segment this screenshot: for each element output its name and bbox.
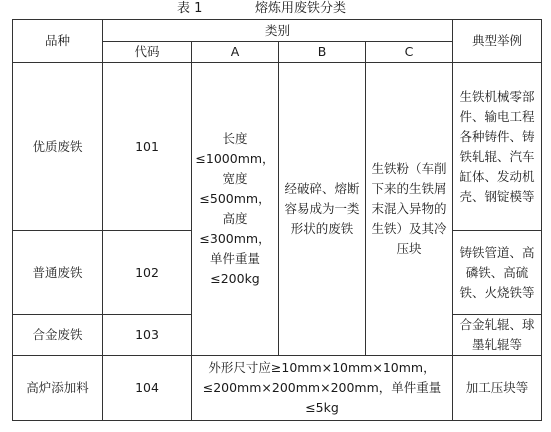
class-b-description: 经破碎、熔断容易成为一类形状的废铁: [279, 63, 366, 356]
row-code: 101: [103, 63, 192, 231]
row-name: 普通废铁: [13, 231, 103, 315]
row-example: 铸铁管道、高磷铁、高硫铁、火烧铁等: [453, 231, 542, 315]
header-class-b: B: [279, 42, 366, 63]
table-row: [13, 356, 542, 421]
table-row: [13, 63, 542, 231]
header-variety: 品种: [13, 20, 103, 63]
scrap-iron-classification-table: [12, 19, 542, 421]
row-spec-description: 外形尺寸应≥10mm×10mm×10mm，≤200mm×200mm×200mm，单件重量≤5kg: [192, 356, 453, 421]
header-category: 类别: [103, 20, 453, 42]
row-name: 合金废铁: [13, 315, 103, 356]
class-a-description: 长度≤1000mm，宽度≤500mm，高度≤300mm，单件重量≤200kg: [192, 63, 279, 356]
row-name: 高炉添加料: [13, 356, 103, 421]
table-number: 表 1: [177, 1, 203, 16]
header-row-1: [13, 20, 542, 42]
table-title: 熔炼用废铁分类: [255, 1, 347, 16]
row-code: 103: [103, 315, 192, 356]
header-class-c: C: [366, 42, 453, 63]
header-code: 代码: [103, 42, 192, 63]
header-class-a: A: [192, 42, 279, 63]
row-name: 优质废铁: [13, 63, 103, 231]
table-caption: [0, 0, 551, 18]
header-examples: 典型举例: [453, 20, 542, 63]
class-c-description: 生铁粉（车削下来的生铁屑末混入异物的生铁）及其冷压块: [366, 63, 453, 356]
row-code: 104: [103, 356, 192, 421]
row-code: 102: [103, 231, 192, 315]
row-example: 生铁机械零部件、输电工程各种铸件、铸铁轧辊、汽车缸体、发动机壳、钢锭模等: [453, 63, 542, 231]
row-example: 加工压块等: [453, 356, 542, 421]
row-example: 合金轧辊、球墨轧辊等: [453, 315, 542, 356]
